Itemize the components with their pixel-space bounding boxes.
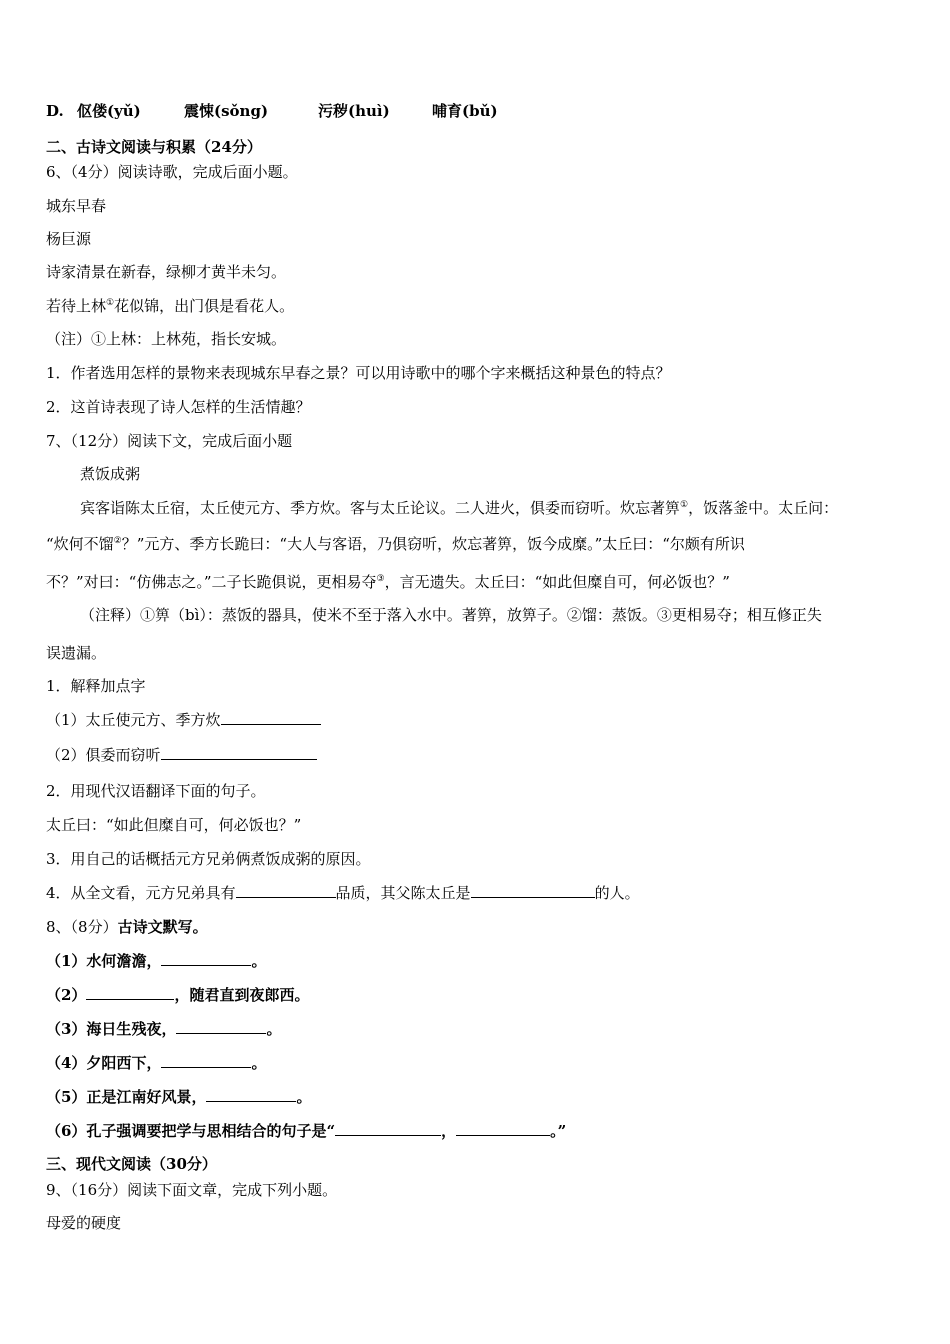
q6-sub1: 1．作者选用怎样的景物来表现城东早春之景？可以用诗歌中的哪个字来概括这种景色的特点？ <box>46 364 671 382</box>
answer-blank[interactable] <box>456 1121 550 1136</box>
q7-sub4-part2: 品质，其父陈太丘是 <box>335 884 471 902</box>
q7-para3-part2: ，言无遗失。太丘曰：“如此但糜自可，何必饭也？” <box>384 573 730 591</box>
q8-item4-end: 。 <box>251 1054 267 1072</box>
q7-para1 <box>80 498 838 518</box>
q6-sub2: 2．这首诗表现了诗人怎样的生活情趣？ <box>46 398 311 416</box>
q8-item3-text: （3）海日生残夜， <box>46 1020 177 1038</box>
q7-sub1-2-text: （2）俱委而窃听 <box>46 746 161 764</box>
answer-blank[interactable] <box>161 1053 251 1068</box>
q8-item5-text: （5）正是江南好风景， <box>46 1088 207 1106</box>
q7-sub2: 2．用现代汉语翻译下面的句子。 <box>46 782 266 800</box>
q9-title: 母爱的硬度 <box>46 1214 122 1232</box>
footnote-marker: ① <box>106 298 115 308</box>
q8-item3 <box>46 1019 281 1039</box>
q6-poem-line1: 诗家清景在新春，绿柳才黄半未匀。 <box>46 263 287 281</box>
answer-blank[interactable] <box>471 883 595 898</box>
answer-blank[interactable] <box>236 883 336 898</box>
q6-note: （注）①上林：上林苑，指长安城。 <box>46 330 287 348</box>
q8-stem <box>46 917 208 937</box>
q7-sub1-1-text: （1）太丘使元方、季方炊 <box>46 711 221 729</box>
q7-para2-part1: “炊何不馏 <box>46 535 114 553</box>
q7-para1-part2: ，饭落釜中。太丘问： <box>688 499 839 517</box>
q8-item6 <box>46 1121 566 1141</box>
answer-blank[interactable] <box>221 710 321 725</box>
answer-blank[interactable] <box>161 951 251 966</box>
answer-blank[interactable] <box>335 1121 441 1136</box>
q7-para2 <box>46 534 745 554</box>
q7-sub1: 1．解释加点字 <box>46 677 146 695</box>
q7-note1: （注释）①箅（bì）：蒸饭的器具，使米不至于落入水中。著箅，放箅子。②馏：蒸饭。③更相易夺；相互修正失 <box>80 606 822 624</box>
q7-para2-part2: ？”元方、季方长跪曰：“大人与客语，乃俱窃听，炊忘著箅，饭今成糜。”太丘曰：“尔颇有所识 <box>121 535 745 553</box>
q7-para3-part1: 不？”对曰：“仿佛志之。”二子长跪俱说，更相易夺 <box>46 573 377 591</box>
q7-sub4-part3: 的人。 <box>594 884 640 902</box>
q6-poem-line2 <box>46 296 294 316</box>
q7-note2: 误遗漏。 <box>46 644 107 662</box>
option-d-item-1: 伛偻(yǔ) <box>76 102 141 120</box>
footnote-marker: ② <box>113 536 122 546</box>
q8-item2 <box>46 985 309 1005</box>
q8-item2-num: （2） <box>46 986 87 1004</box>
q8-item5 <box>46 1087 311 1107</box>
q7-sub3: 3．用自己的话概括元方兄弟俩煮饭成粥的原因。 <box>46 850 371 868</box>
q6-line2-part1: 若待上林 <box>46 297 107 315</box>
option-d-label: D. <box>46 102 64 120</box>
q8-item1-end: 。 <box>251 952 267 970</box>
q8-item1-text: （1）水何澹澹， <box>46 952 162 970</box>
answer-blank[interactable] <box>176 1019 266 1034</box>
option-d-item-2: 震悚(sǒng) <box>184 102 269 120</box>
q7-sub1-2 <box>46 745 317 765</box>
q7-title: 煮饭成粥 <box>80 465 141 483</box>
q6-line2-part2: 花似锦，出门俱是看花人。 <box>114 297 295 315</box>
q7-stem: 7、（12分）阅读下文，完成后面小题 <box>46 432 293 450</box>
q8-item1 <box>46 951 266 971</box>
footnote-marker: ① <box>680 500 689 510</box>
q8-stem-score: 8、（8分） <box>46 918 118 936</box>
footnote-marker: ③ <box>376 574 385 584</box>
option-d-item-3: 污秽(huì) <box>318 102 390 120</box>
q8-item4-text: （4）夕阳西下， <box>46 1054 162 1072</box>
q8-item2-text: ，随君直到夜郎西。 <box>174 986 310 1004</box>
q8-item5-end: 。 <box>296 1088 312 1106</box>
q7-sub4 <box>46 883 640 903</box>
q7-sub4-part1: 4．从全文看，元方兄弟具有 <box>46 884 236 902</box>
answer-blank[interactable] <box>206 1087 296 1102</box>
answer-blank[interactable] <box>86 985 174 1000</box>
q6-poet: 杨巨源 <box>46 230 92 248</box>
answer-blank[interactable] <box>161 745 317 760</box>
q8-item6-text: （6）孔子强调要把学与思相结合的句子是“ <box>46 1122 336 1140</box>
option-d <box>46 101 498 121</box>
q9-stem: 9、（16分）阅读下面文章，完成下列小题。 <box>46 1181 338 1199</box>
q6-poem-title: 城东早春 <box>46 197 107 215</box>
q8-item6-mid: ， <box>441 1122 457 1140</box>
q7-sub1-1 <box>46 710 321 730</box>
section2-title: 二、古诗文阅读与积累（24分） <box>46 138 262 156</box>
q8-stem-text: 古诗文默写。 <box>117 918 208 936</box>
q7-sub2-quote: 太丘曰：“如此但糜自可，何必饭也？” <box>46 816 302 834</box>
q8-item6-end: 。” <box>550 1122 567 1140</box>
section3-title: 三、现代文阅读（30分） <box>46 1155 217 1173</box>
q6-stem: 6、（4分）阅读诗歌，完成后面小题。 <box>46 163 298 181</box>
q8-item4 <box>46 1053 266 1073</box>
option-d-item-4: 哺育(bǔ) <box>432 102 498 120</box>
q7-para3 <box>46 572 730 592</box>
q8-item3-end: 。 <box>266 1020 282 1038</box>
q7-para1-part1: 宾客诣陈太丘宿，太丘使元方、季方炊。客与太丘论议。二人进火，俱委而窃听。炊忘著箅 <box>80 499 681 517</box>
